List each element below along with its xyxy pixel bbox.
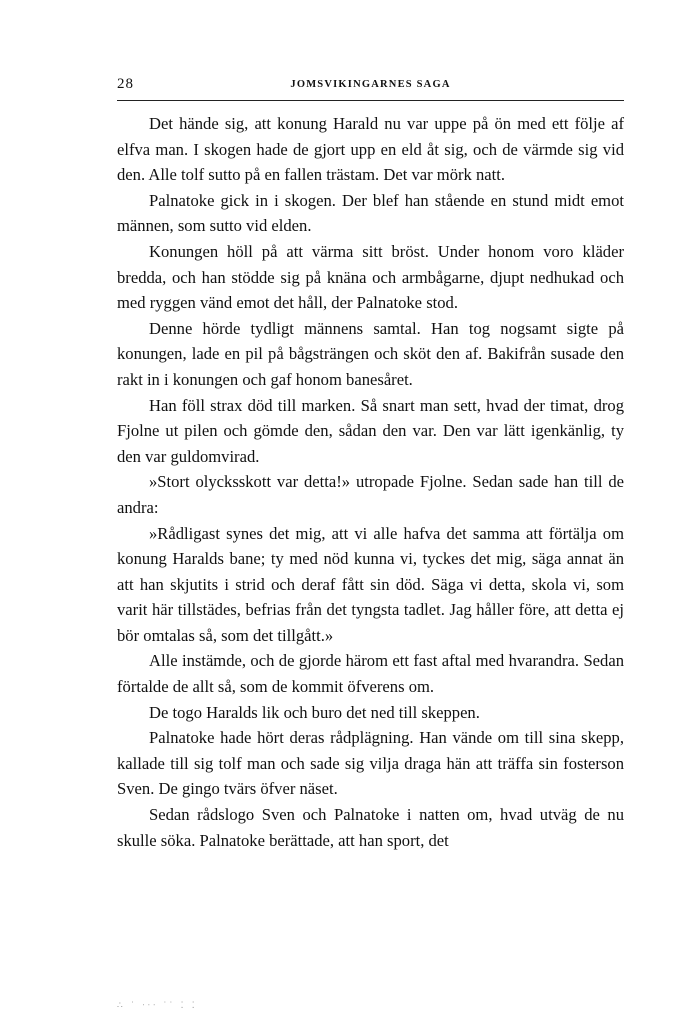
- paragraph: Konungen höll på att värma sitt bröst. Under honom voro kläder bredda, och han stödde sig på knäna och armbågarne, djupt nedhukad och med ryggen vänd emot det håll, der Palnatoke stod.: [117, 241, 624, 313]
- paragraph: Palnatoke hade hört deras rådplägning. Han vände om till sina skepp, kallade till sig tolf man och sade sig vilja draga hän att träffa sin fosterson Sven. De gingo tvärs öfver näset.: [117, 728, 624, 799]
- paragraph: Han föll strax död till marken. Så snart man sett, hvad der timat, drog Fjolne ut pilen och gömde den, sådan den var. Den var lätt igenkänlig, ty den var guldomvirad.: [117, 395, 624, 466]
- book-page: [117, 76, 624, 853]
- header-rule: [117, 100, 624, 101]
- running-title: JOMSVIKINGARNES SAGA: [290, 79, 451, 90]
- paragraph: »Stort olycksskott var detta!» utropade Fjolne. Sedan sade han till de andra:: [117, 472, 624, 517]
- page-number: 28: [117, 76, 134, 92]
- paragraph: Det hände sig, att konung Harald nu var uppe på ön med ett följe af elfva man. I skogen hade de gjort upp en eld åt sig, och de värmde sig vid den. Alle tolf sutto på en fallen trästam. Det var mörk natt.: [117, 114, 624, 185]
- body-text: [117, 111, 624, 853]
- paragraph: Palnatoke gick in i skogen. Der blef han stående en stund midt emot männen, som sutto vid elden.: [117, 190, 624, 236]
- page-header: [117, 76, 624, 98]
- paragraph: Denne hörde tydligt männens samtal. Han tog nogsamt sigte på konungen, lade en pil på bågsträngen och sköt den af. Bakifrån susade den rakt in i konungen och gaf honom banesåret.: [117, 318, 624, 389]
- paragraph: Alle instämde, och de gjorde härom ett fast aftal med hvarandra. Sedan förtalde de allt så, som de kommit öfverens om.: [117, 651, 624, 697]
- scan-artifact: ∴ ˙ ᐧᐧᐧ ˙˙ ⁚ ⁚: [117, 1000, 198, 1010]
- paragraph: Sedan rådslogo Sven och Palnatoke i natten om, hvad utväg de nu skulle söka. Palnatoke berättade, att han sport, det: [117, 805, 624, 850]
- paragraph: De togo Haralds lik och buro det ned till skeppen.: [149, 702, 480, 722]
- paragraph: »Rådligast synes det mig, att vi alle hafva det samma att förtälja om konung Haralds bane; ty med nöd kunna vi, tyckes det mig, säga annat än att han skjutits i strid och deraf fått sin död. Säga vi detta, skola vi, som varit här tillstädes, befrias från det tyngsta tadlet. Jag håller före, att detta ej bör omtalas så, som det tillgått.»: [117, 523, 624, 645]
